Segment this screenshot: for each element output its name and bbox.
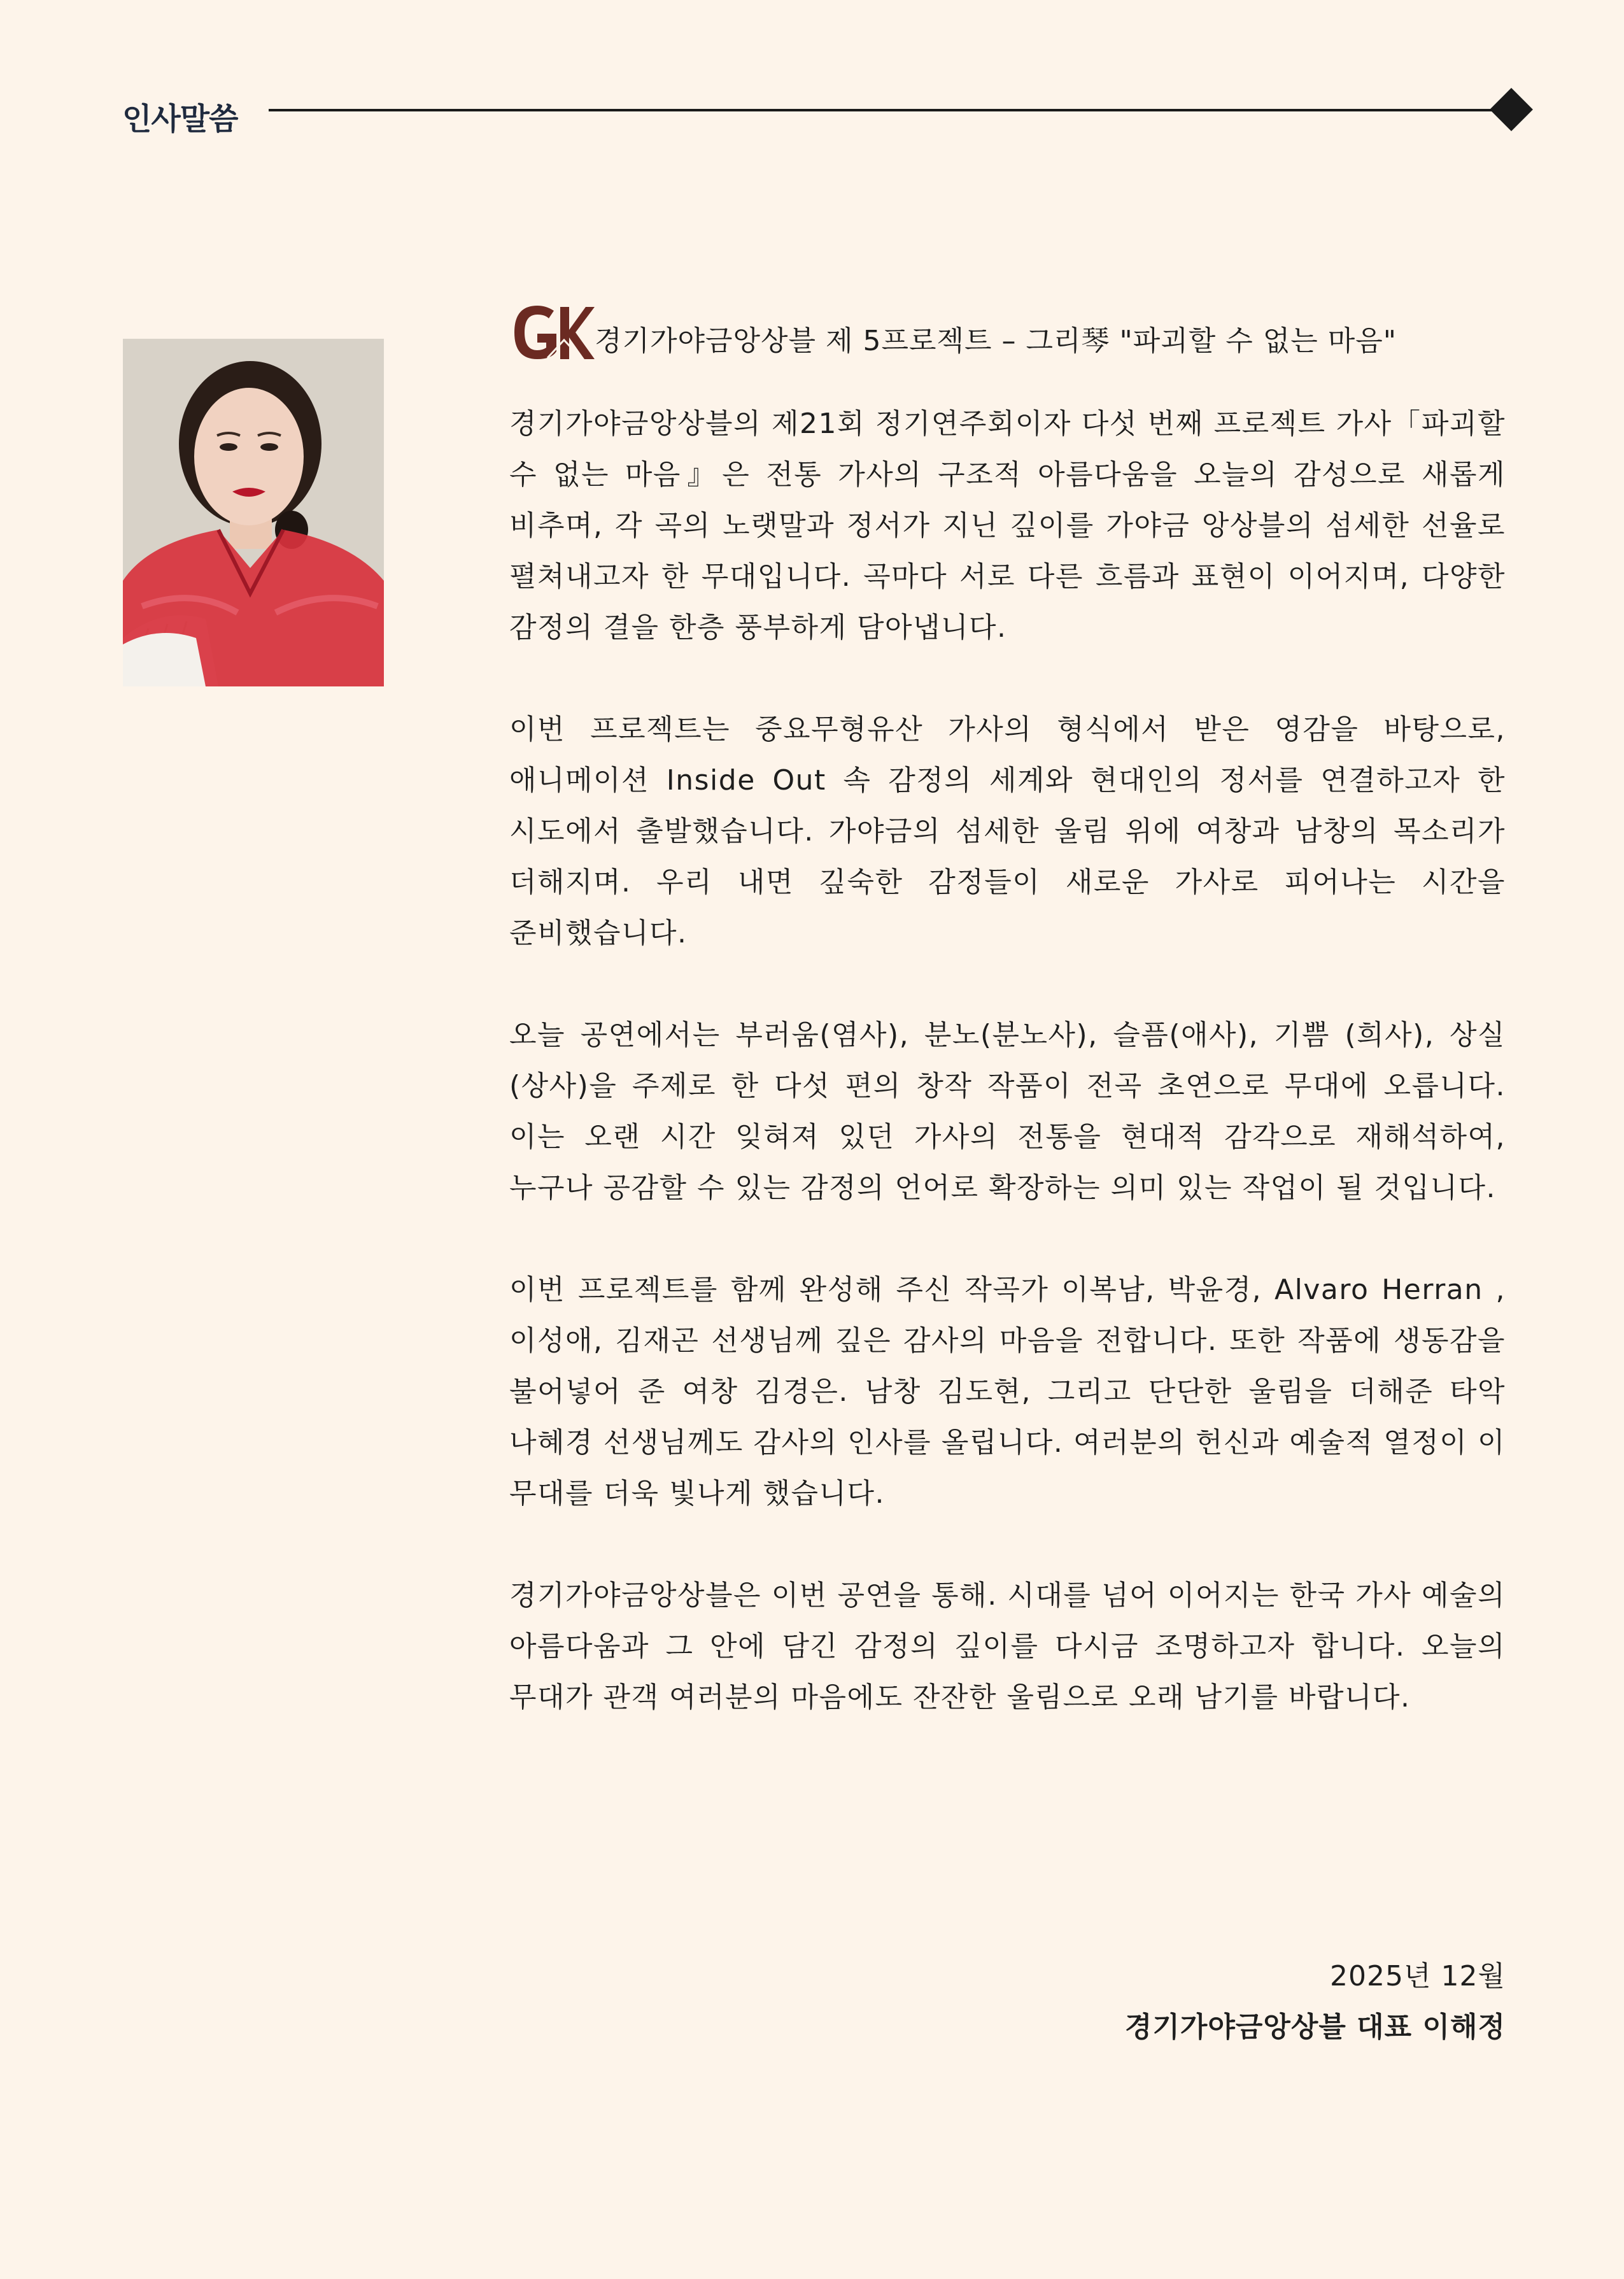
project-title: 경기가야금앙상블 제 5프로젝트 – 그리琴 "파괴할 수 없는 마음" [595, 325, 1397, 357]
paragraph-closing: 경기가야금앙상블은 이번 공연을 통해. 시대를 넘어 이어지는 한국 가사 예술의 아름다움과 그 안에 담긴 감정의 깊이를 다시금 조명하고자 합니다. 오늘의 무대가 관객 여러분의 마음에도 잔잔한 울림으로 오래 남기를 바랍니다. [509, 1579, 1506, 1714]
section-header [122, 89, 1548, 138]
gk-logo-icon [509, 302, 595, 363]
greeting-content [509, 299, 1506, 1723]
paragraph-project-origin: 이번 프로젝트는 중요무형유산 가사의 형식에서 받은 영감을 바탕으로, 애니메이션 Inside Out 속 감정의 세계와 현대인의 정서를 연결하고자 한 시도에서 출발했습니다. 가야금의 섬세한 울림 위에 여창과 남창의 목소리가 더해지며. 우리 내면 깊숙한 감정들이 새로운 가사로 피어나는 시간을 준비했습니다. [509, 713, 1506, 949]
section-title: 인사말씀 [122, 101, 238, 137]
header-diamond-ornament [1490, 88, 1533, 131]
signature-name: 경기가야금앙상블 대표 이해정 [1124, 2011, 1506, 2043]
project-title-line [509, 299, 1506, 363]
paragraph-program: 오늘 공연에서는 부러움(염사), 분노(분노사), 슬픔(애사), 기쁨 (희사), 상실(상사)을 주제로 한 다섯 편의 창작 작품이 전곡 초연으로 무대에 오릅니다. 이는 오랜 시간 잊혀져 있던 가사의 전통을 현대적 감각으로 재해석하여, 누구나 공감할 수 있는 감정의 언어로 확장하는 의미 있는 작업이 될 것입니다. [509, 1019, 1506, 1204]
header-divider-line [269, 109, 1504, 111]
portrait-photo [123, 339, 384, 686]
signature-block [955, 1951, 1506, 2053]
paragraph-thanks: 이번 프로젝트를 함께 완성해 주신 작곡가 이복남, 박윤경, Alvaro Herran , 이성애, 김재곤 선생님께 깊은 감사의 마음을 전합니다. 또한 작품에 생동감을 불어넣어 준 여창 김경은. 남창 김도현, 그리고 단단한 울림을 더해준 타악 나혜경 선생님께도 감사의 인사를 올립니다. 여러분의 헌신과 예술적 열정이 이 무대를 더욱 빛나게 했습니다. [509, 1274, 1506, 1510]
signature-date: 2025년 12월 [1330, 1960, 1506, 1992]
paragraph-intro: 경기가야금앙상블의 제21회 정기연주회이자 다섯 번째 프로젝트 가사「파괴할 수 없는 마음』은 전통 가사의 구조적 아름다움을 오늘의 감성으로 새롭게 비추며, 각 곡의 노랫말과 정서가 지닌 깊이를 가야금 앙상블의 섬세한 선율로 펼쳐내고자 한 무대입니다. 곡마다 서로 다른 흐름과 표현이 이어지며, 다양한 감정의 결을 한층 풍부하게 담아냅니다. [509, 408, 1506, 644]
